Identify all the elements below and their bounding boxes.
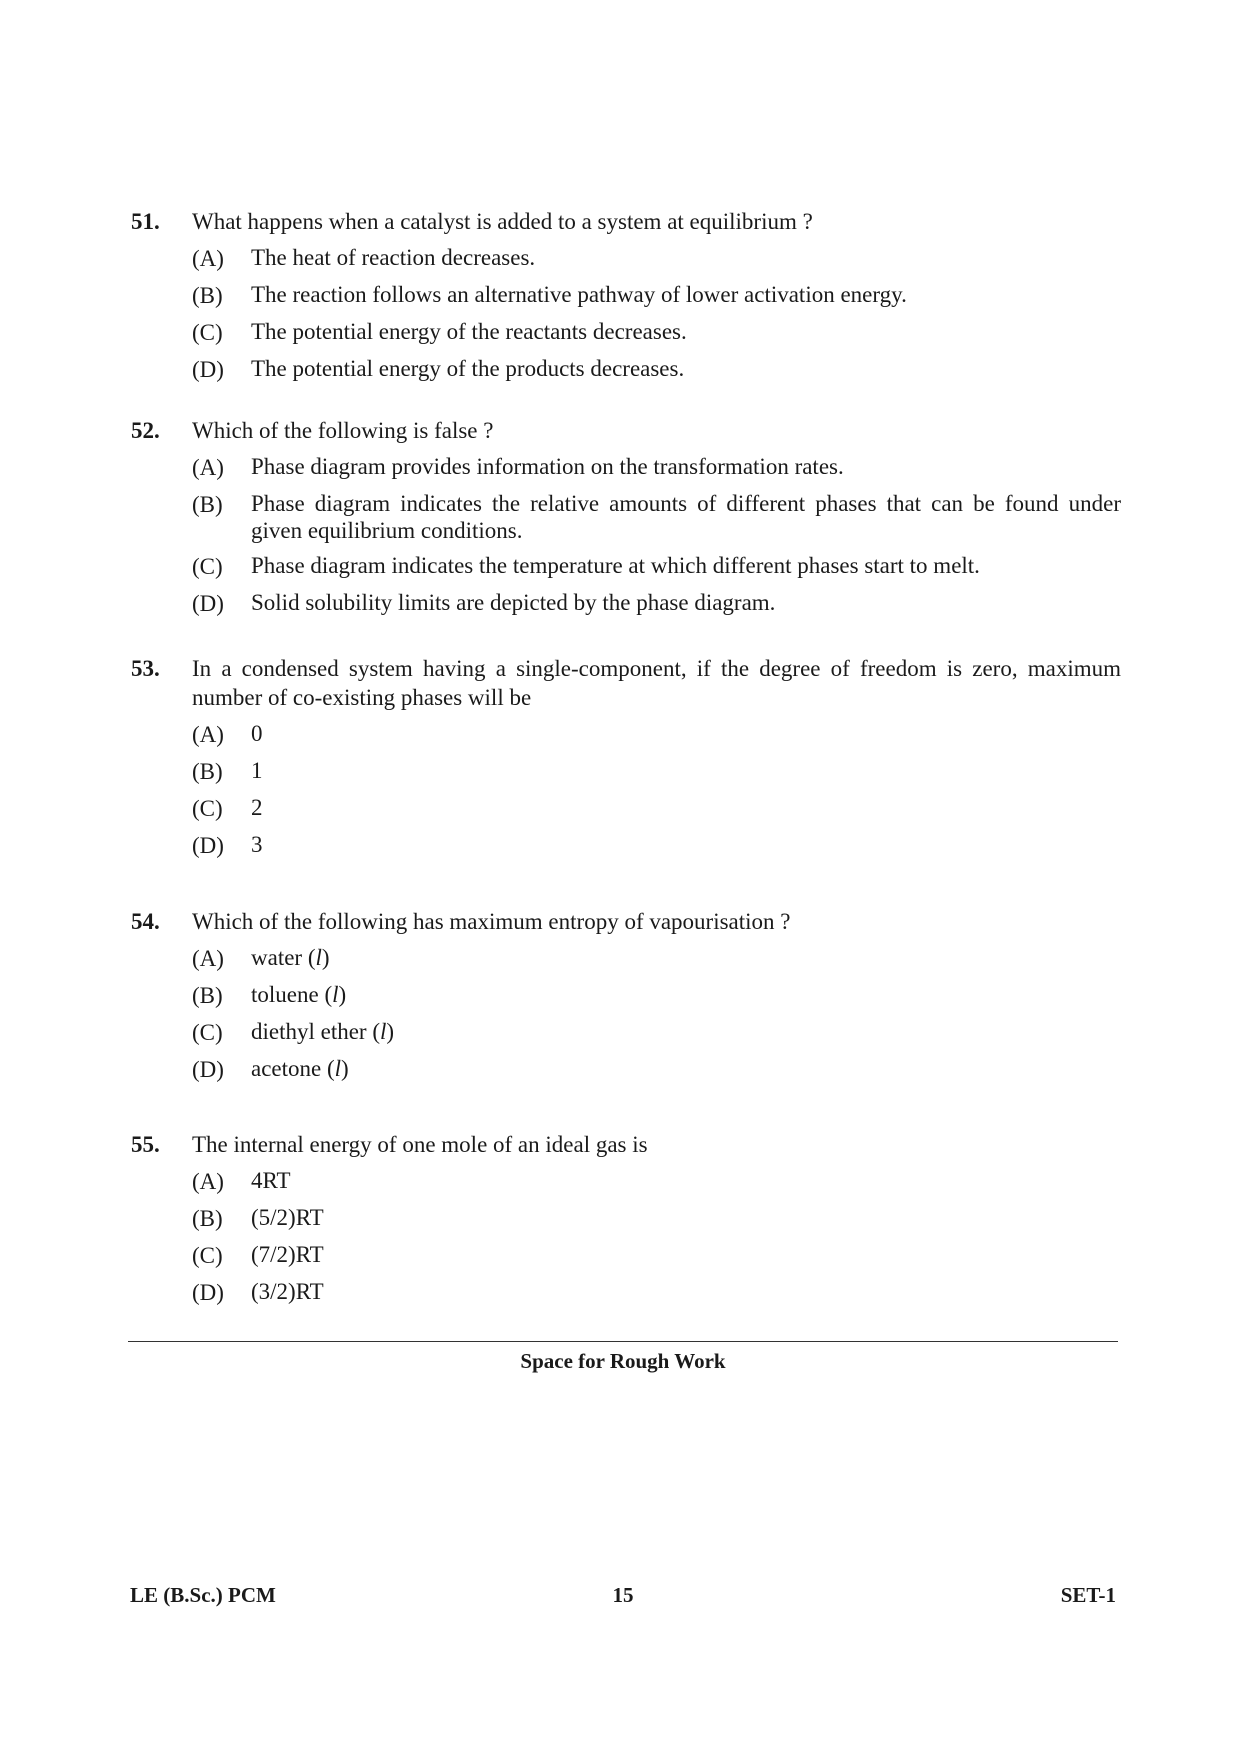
option-list <box>192 453 1121 618</box>
option-b <box>192 1204 1121 1233</box>
option-text <box>251 1055 1121 1082</box>
rough-work-label: Space for Rough Work <box>520 1349 726 1373</box>
option-label: (B) <box>192 759 223 784</box>
question-text: What happens when a catalyst is added to a system at equilibrium ? <box>192 209 813 234</box>
footer-exam-code: LE (B.Sc.) PCM <box>130 1583 276 1607</box>
option-list <box>192 244 1121 384</box>
option-text: (5/2)RT <box>251 1205 324 1230</box>
question-text: In a condensed system having a single-component, if the degree of freedom is zero, maximum number of co-existing phases will be <box>192 656 1121 710</box>
option-label: (B) <box>192 283 223 308</box>
option-list <box>192 1167 1121 1307</box>
option-label: (A) <box>192 455 224 480</box>
option-label: (A) <box>192 246 224 271</box>
option-label: (C) <box>192 320 223 345</box>
option-text-main: toluene ( <box>251 982 333 1007</box>
option-label: (D) <box>192 1280 224 1305</box>
option-text <box>251 944 1121 971</box>
footer-page-number: 15 <box>612 1583 634 1607</box>
question-52 <box>131 416 1121 626</box>
option-text-italic: l <box>334 1056 342 1081</box>
option-label: (B) <box>192 1206 223 1231</box>
option-label: (A) <box>192 1169 224 1194</box>
option-label: (C) <box>192 796 223 821</box>
option-text: 4RT <box>251 1168 291 1193</box>
option-d <box>192 1055 1121 1084</box>
option-text <box>251 981 1121 1008</box>
option-label: (A) <box>192 946 224 971</box>
option-label: (C) <box>192 1020 223 1045</box>
option-label: (B) <box>192 492 223 517</box>
option-text-after: ) <box>341 1056 349 1081</box>
option-c <box>192 794 1121 823</box>
option-c <box>192 1018 1121 1047</box>
option-c <box>192 1241 1121 1270</box>
option-text <box>251 1018 1121 1045</box>
option-label: (D) <box>192 833 224 858</box>
option-label: (B) <box>192 983 223 1008</box>
option-label: (C) <box>192 554 223 579</box>
option-c <box>192 552 1121 581</box>
question-text: The internal energy of one mole of an ideal gas is <box>192 1132 648 1157</box>
question-number: 55. <box>131 1132 160 1157</box>
option-b <box>192 757 1121 786</box>
option-text-main: acetone ( <box>251 1056 335 1081</box>
option-text: 3 <box>251 832 263 857</box>
option-text: The potential energy of the products decreases. <box>251 356 685 381</box>
footer-set-label: SET-1 <box>1060 1583 1116 1607</box>
option-text: Phase diagram indicates the relative amounts of different phases that can be found under given equilibrium conditions. <box>251 491 1121 543</box>
option-text: 2 <box>251 795 263 820</box>
option-text: The potential energy of the reactants decreases. <box>251 319 687 344</box>
option-d <box>192 355 1121 384</box>
option-label: (D) <box>192 591 224 616</box>
option-text-main: water ( <box>251 945 316 970</box>
question-55 <box>131 1130 1121 1315</box>
option-c <box>192 318 1121 347</box>
question-53 <box>131 654 1121 868</box>
option-text-after: ) <box>338 982 347 1007</box>
question-number: 51. <box>131 209 160 234</box>
option-label: (D) <box>192 357 224 382</box>
option-a <box>192 244 1121 273</box>
option-d <box>192 589 1121 618</box>
question-51 <box>131 207 1121 392</box>
option-text: The reaction follows an alternative pathway of lower activation energy. <box>251 282 907 307</box>
option-label: (D) <box>192 1057 224 1082</box>
question-54 <box>131 907 1121 1092</box>
option-text: Phase diagram provides information on the transformation rates. <box>251 454 844 479</box>
option-list <box>192 720 1121 860</box>
option-a <box>192 453 1121 482</box>
question-text: Which of the following has maximum entropy of vapourisation ? <box>192 909 791 934</box>
option-list <box>192 944 1121 1084</box>
option-text-italic: l <box>315 945 322 970</box>
option-b <box>192 281 1121 310</box>
option-text-main: diethyl ether ( <box>251 1019 381 1044</box>
option-text-italic: l <box>332 982 339 1007</box>
option-text-after: ) <box>321 945 330 970</box>
option-text-italic: l <box>380 1019 387 1044</box>
option-text: (3/2)RT <box>251 1279 324 1304</box>
question-number: 54. <box>131 909 160 934</box>
option-a <box>192 720 1121 749</box>
option-b <box>192 490 1121 544</box>
option-text: 1 <box>251 758 263 783</box>
option-text: Solid solubility limits are depicted by the phase diagram. <box>251 590 776 615</box>
option-label: (A) <box>192 722 224 747</box>
option-text: The heat of reaction decreases. <box>251 245 536 270</box>
option-a <box>192 944 1121 973</box>
option-text: (7/2)RT <box>251 1242 324 1267</box>
option-text-after: ) <box>386 1019 395 1044</box>
option-b <box>192 981 1121 1010</box>
option-label: (C) <box>192 1243 223 1268</box>
option-text: 0 <box>251 721 263 746</box>
option-text: Phase diagram indicates the temperature at which different phases start to melt. <box>251 553 980 578</box>
option-d <box>192 831 1121 860</box>
rough-work-divider <box>128 1341 1118 1342</box>
question-number: 53. <box>131 656 160 681</box>
option-d <box>192 1278 1121 1307</box>
option-a <box>192 1167 1121 1196</box>
question-text: Which of the following is false ? <box>192 418 494 443</box>
question-number: 52. <box>131 418 160 443</box>
